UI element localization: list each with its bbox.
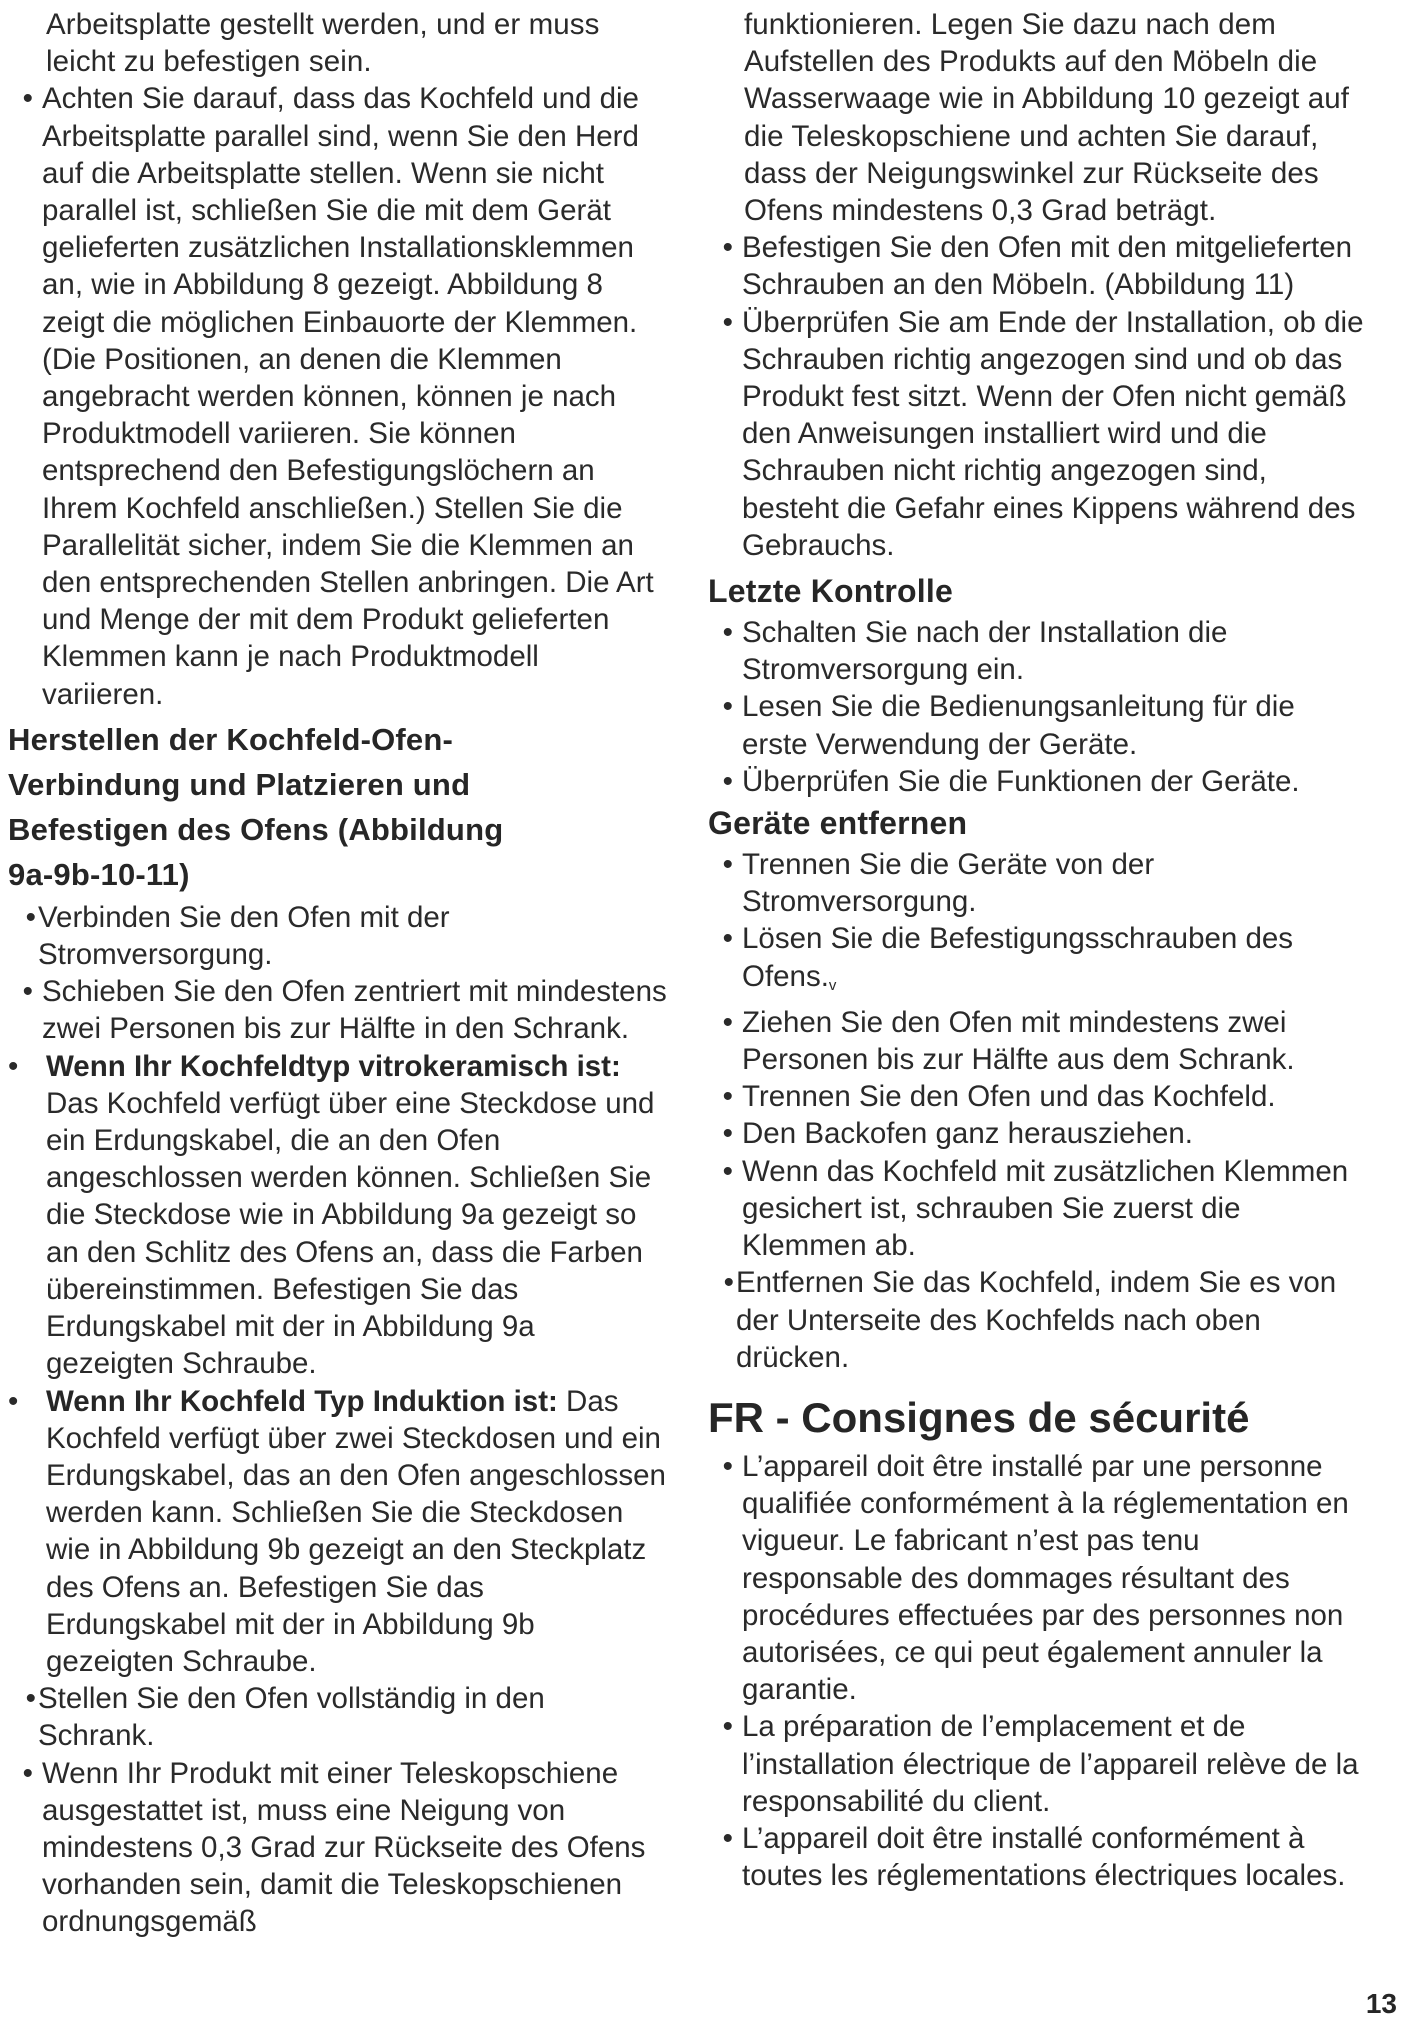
list-item	[8, 973, 668, 1047]
page-number: 13	[1365, 1988, 1397, 2019]
bullet-icon: •	[8, 1049, 19, 1083]
bullet-icon: •	[722, 1154, 733, 1188]
list-item	[8, 1383, 668, 1681]
bullet-icon: •	[722, 764, 733, 798]
bullet-icon: •	[25, 1682, 36, 1716]
list-item	[8, 899, 668, 973]
list-item	[708, 1708, 1368, 1820]
list-item	[8, 1755, 668, 1941]
bullet-icon: •	[22, 1756, 33, 1790]
list-item-text: Den Backofen ganz herausziehen.	[742, 1117, 1193, 1151]
list-item-text: Trennen Sie den Ofen und das Kochfeld.	[742, 1080, 1276, 1114]
left-column	[8, 6, 668, 1941]
list-item	[708, 1004, 1368, 1078]
list-item-text: Achten Sie darauf, dass das Kochfeld und die Arbeitsplatte parallel sind, wenn Sie den Herd auf die Arbeitsplatte stellen. Wenn sie nicht parallel ist, schließen Sie die mit dem Gerät gelieferten zusätzlichen Installationsklemmen an, wie in Abbildung 8 gezeigt. Abbildung 8 zeigt die möglichen Einbauorte der Klemmen. (Die Positionen, an denen die Klemmen angebracht werden können, können je nach Produktmodell variieren. Sie können entsprechend den Befestigungslöchern an Ihrem Kochfeld anschließen.) Stellen Sie die Parallelität sicher, indem Sie die Klemmen an den entsprechenden Stellen anbringen. Die Art und Menge der mit dem Produkt gelieferten Klemmen kann je nach Produktmodell variieren.	[42, 82, 654, 711]
section-heading-fr-safety: FR - Consignes de sécurité	[708, 1393, 1250, 1441]
section-heading-final-check: Letzte Kontrolle	[708, 573, 953, 610]
bullet-icon: •	[723, 1266, 734, 1300]
bullet-icon: •	[22, 82, 33, 116]
list-item-text: Wenn das Kochfeld mit zusätzlichen Klemmen gesichert ist, schrauben Sie zuerst die Klemmen ab.	[742, 1154, 1349, 1263]
list-item-text: Verbinden Sie den Ofen mit der Stromversorgung.	[38, 900, 450, 972]
list-item	[708, 846, 1368, 920]
bullet-icon: •	[722, 616, 733, 650]
list-item-text: L’appareil doit être installé conformément à toutes les réglementations électriques locales.	[742, 1821, 1346, 1893]
list-item-text: Überprüfen Sie die Funktionen der Geräte.	[742, 764, 1300, 798]
list-item	[8, 1048, 668, 1383]
bullet-icon: •	[722, 848, 733, 882]
bullet-icon: •	[722, 690, 733, 724]
list-item-text: La préparation de l’emplacement et de l’installation électrique de l’appareil relève de la responsabilité du client.	[742, 1710, 1359, 1818]
vitroceramic-label: Wenn Ihr Kochfeldtyp vitrokeramisch ist:	[46, 1049, 621, 1083]
bullet-icon: •	[722, 1080, 733, 1114]
list-item-text: Schieben Sie den Ofen zentriert mit mindestens zwei Personen bis zur Hälfte in den Schrank.	[42, 975, 667, 1046]
bullet-icon: •	[8, 1384, 19, 1418]
section-heading-connection: Herstellen der Kochfeld-Ofen-Verbindung und Platzieren und Befestigen des Ofens (Abbildung 9a-9b-10-11)	[8, 721, 504, 892]
paragraph-continued: funktionieren. Legen Sie dazu nach dem Aufstellen des Produkts auf den Möbeln die Wasserwaage wie in Abbildung 10 gezeigt auf die Teleskopschiene und achten Sie darauf, dass der Neigungswinkel zur Rückseite des Ofens mindestens 0,3 Grad beträgt.	[744, 8, 1350, 228]
list-item	[708, 688, 1368, 762]
right-column	[708, 6, 1368, 1894]
list-item	[708, 1264, 1368, 1376]
bullet-icon: •	[22, 975, 33, 1009]
list-item-text: Ziehen Sie den Ofen mit mindestens zwei Personen bis zur Hälfte aus dem Schrank.	[742, 1005, 1295, 1077]
list-item-text: Entfernen Sie das Kochfeld, indem Sie es von der Unterseite des Kochfelds nach oben drücken.	[736, 1266, 1337, 1374]
list-item	[708, 1153, 1368, 1265]
list-item	[708, 1115, 1368, 1152]
list-item-text: Lesen Sie die Bedienungsanleitung für die erste Verwendung der Geräte.	[742, 690, 1295, 761]
section-heading-remove-devices: Geräte entfernen	[708, 805, 968, 842]
list-item-text: Trennen Sie die Geräte von der Stromversorgung.	[742, 848, 1155, 919]
list-item-text: Stellen Sie den Ofen vollständig in den Schrank.	[38, 1682, 545, 1753]
bullet-icon: •	[722, 305, 733, 339]
paragraph-continued: Arbeitsplatte gestellt werden, und er muss leicht zu befestigen sein.	[46, 8, 600, 79]
list-item	[8, 80, 668, 712]
list-item-text: Lösen Sie die Befestigungsschrauben des Ofens.	[742, 922, 1294, 993]
list-item	[708, 1078, 1368, 1115]
list-item	[708, 614, 1368, 688]
list-item-text: Überprüfen Sie am Ende der Installation, ob die Schrauben richtig angezogen sind und ob das Produkt fest sitzt. Wenn der Ofen nicht gemäß den Anweisungen installiert wird und die Schrauben nicht richtig angezogen sind, besteht die Gefahr eines Kippens während des Gebrauchs.	[742, 305, 1364, 562]
bullet-icon: •	[722, 1710, 733, 1744]
list-item	[8, 1680, 668, 1754]
list-item-text: Befestigen Sie den Ofen mit den mitgelieferten Schrauben an den Möbeln. (Abbildung 11)	[742, 231, 1353, 302]
bullet-icon: •	[722, 1005, 733, 1039]
bullet-icon: •	[722, 1117, 733, 1151]
list-item-text: Schalten Sie nach der Installation die Stromversorgung ein.	[742, 616, 1228, 687]
list-item	[708, 229, 1368, 303]
bullet-icon: •	[722, 1821, 733, 1855]
list-item	[708, 763, 1368, 800]
induction-label: Wenn Ihr Kochfeld Typ Induktion ist:	[46, 1384, 558, 1418]
list-item	[708, 1448, 1368, 1708]
bullet-icon: •	[722, 231, 733, 265]
stray-mark: v	[828, 976, 837, 994]
list-item	[708, 920, 1368, 1003]
list-item-text: Das Kochfeld verfügt über zwei Steckdosen und ein Erdungskabel, das an den Ofen angeschlossen werden kann. Schließen Sie die Steckdosen wie in Abbildung 9b gezeigt an den Steckplatz des Ofens an. Befestigen Sie das Erdungskabel mit der in Abbildung 9b gezeigten Schraube.	[46, 1384, 666, 1678]
bullet-icon: •	[722, 922, 733, 956]
list-item	[708, 304, 1368, 564]
bullet-icon: •	[25, 900, 36, 934]
list-item-text: Wenn Ihr Produkt mit einer Teleskopschiene ausgestattet ist, muss eine Neigung von mindestens 0,3 Grad zur Rückseite des Ofens vorhanden sein, damit die Teleskopschienen ordnungsgemäß	[42, 1756, 646, 1939]
list-item	[708, 1820, 1368, 1894]
list-item-text: Das Kochfeld verfügt über eine Steckdose und ein Erdungskabel, die an den Ofen angeschlossen werden können. Schließen Sie die Steckdose wie in Abbildung 9a gezeigt so an den Schlitz des Ofens an, dass die Farben übereinstimmen. Befestigen Sie das Erdungskabel mit der in Abbildung 9a gezeigten Schraube.	[46, 1086, 655, 1381]
list-item-text: L’appareil doit être installé par une personne qualifiée conformément à la réglementation en vigueur. Le fabricant n’est pas tenu responsable des dommages résultant des procédures effectuées par des personnes non autorisées, ce qui peut également annuler la garantie.	[742, 1449, 1349, 1707]
bullet-icon: •	[722, 1449, 733, 1483]
